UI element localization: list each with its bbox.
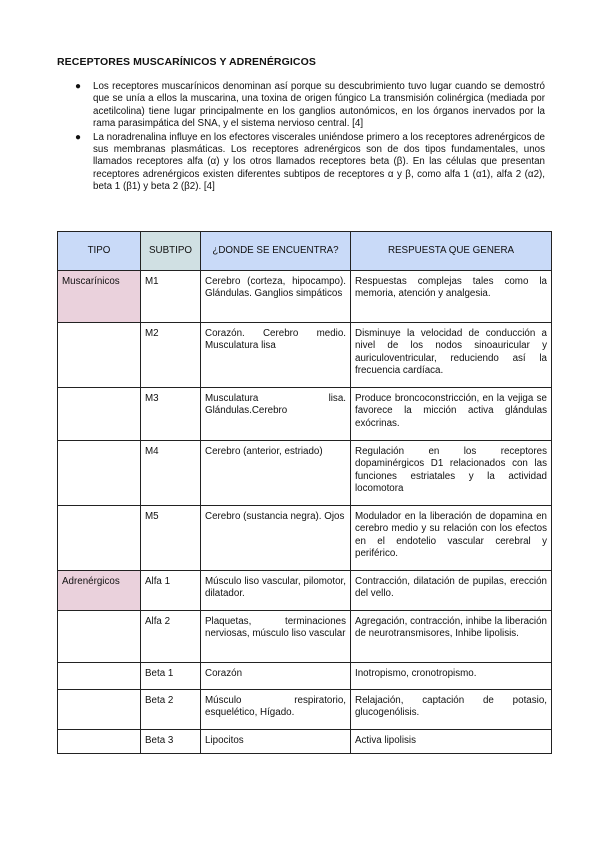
table-row bbox=[58, 730, 552, 754]
cell-subtipo: M5 bbox=[141, 506, 201, 571]
cell-subtipo: M1 bbox=[141, 271, 201, 323]
cell-respuesta: Produce broncoconstricción, en la vejiga se favorece la micción activa glándulas exócrinas. bbox=[351, 388, 552, 441]
table-row bbox=[58, 690, 552, 730]
table-row bbox=[58, 506, 552, 571]
table-row bbox=[58, 663, 552, 690]
header-tipo: TIPO bbox=[58, 232, 141, 271]
cell-donde: Músculo respiratorio, esquelético, Hígado. bbox=[201, 690, 351, 730]
cell-tipo bbox=[58, 690, 141, 730]
cell-tipo bbox=[58, 441, 141, 506]
document-title: RECEPTORES MUSCARÍNICOS Y ADRENÉRGICOS bbox=[57, 56, 316, 68]
receptor-table bbox=[57, 231, 552, 754]
cell-subtipo: M3 bbox=[141, 388, 201, 441]
table-header-row bbox=[58, 232, 552, 271]
bullet-icon: ● bbox=[75, 131, 82, 143]
cell-respuesta: Inotropismo, cronotropismo. bbox=[351, 663, 552, 690]
cell-tipo bbox=[58, 506, 141, 571]
bullet-text: Los receptores muscarínicos denominan así porque su descubrimiento tuvo lugar cuando se demostró que se unía a ellos la muscarina, una toxina de origen fúngico La transmisión colinérgica (mediada por acetilcolina) tiene lugar principalmente en los ganglios autonómicos, en los órganos inervados por la rama parasimpática del SNA, y el sistema nervioso central. [4] bbox=[93, 81, 545, 130]
cell-tipo bbox=[58, 388, 141, 441]
cell-donde: Corazón bbox=[201, 663, 351, 690]
cell-respuesta: Modulador en la liberación de dopamina en cerebro medio y su relación con los efectos en el endotelio vascular cerebral y periférico. bbox=[351, 506, 552, 571]
bullet-text: La noradrenalina influye en los efectores viscerales uniéndose primero a los receptores adrenérgicos de sus membranas plasmáticas. Los receptores adrenérgicos son de dos tipos fundamentales, unos llamados receptores alfa (α) y los otros llamados receptores beta (β). En las células que presentan receptores adrenérgicos existen diferentes subtipos de receptores α y β, como alfa 1 (α1), alfa 2 (α2), beta 1 (β1) y beta 2 (β2). [4] bbox=[93, 131, 546, 193]
cell-donde: Cerebro (corteza, hipocampo). Glándulas. Ganglios simpáticos bbox=[201, 271, 351, 323]
cell-subtipo: M2 bbox=[141, 323, 201, 388]
cell-respuesta: Contracción, dilatación de pupilas, erección del vello. bbox=[351, 571, 552, 611]
table-row bbox=[58, 611, 552, 663]
cell-subtipo: Beta 3 bbox=[141, 730, 201, 754]
header-respuesta: RESPUESTA QUE GENERA bbox=[351, 232, 552, 271]
cell-donde: Plaquetas, terminaciones nerviosas, músculo liso vascular bbox=[201, 611, 351, 663]
cell-donde: Cerebro (anterior, estriado) bbox=[201, 441, 351, 506]
bullet-list bbox=[57, 81, 545, 195]
cell-tipo bbox=[58, 663, 141, 690]
cell-tipo bbox=[58, 730, 141, 754]
table-row bbox=[58, 441, 552, 506]
cell-donde: Músculo liso vascular, pilomotor, dilatador. bbox=[201, 571, 351, 611]
cell-respuesta: Disminuye la velocidad de conducción a nivel de los nodos sinoauricular y auriculoventricular, reduciendo así la frecuencia cardíaca. bbox=[351, 323, 552, 388]
cell-subtipo: Beta 2 bbox=[141, 690, 201, 730]
cell-respuesta: Activa lipolisis bbox=[351, 730, 552, 754]
cell-subtipo: Alfa 1 bbox=[141, 571, 201, 611]
bullet-icon: ● bbox=[75, 81, 82, 92]
cell-tipo: Muscarínicos bbox=[58, 271, 141, 323]
table-row bbox=[58, 388, 552, 441]
cell-respuesta: Respuestas complejas tales como la memoria, atención y analgesia. bbox=[351, 271, 552, 323]
cell-donde: Musculatura lisa. Glándulas.Cerebro bbox=[201, 388, 351, 441]
cell-tipo bbox=[58, 611, 141, 663]
cell-tipo: Adrenérgicos bbox=[58, 571, 141, 611]
header-subtipo: SUBTIPO bbox=[141, 232, 201, 271]
cell-respuesta: Agregación, contracción, inhibe la liberación de neurotransmisores, Inhibe lipolisis. bbox=[351, 611, 552, 663]
table-row bbox=[58, 323, 552, 388]
cell-respuesta: Relajación, captación de potasio, glucogenólisis. bbox=[351, 690, 552, 730]
cell-subtipo: Alfa 2 bbox=[141, 611, 201, 663]
cell-respuesta: Regulación en los receptores dopaminérgicos D1 relacionados con las funciones estriatales y la actividad locomotora bbox=[351, 441, 552, 506]
cell-tipo bbox=[58, 323, 141, 388]
cell-donde: Cerebro (sustancia negra). Ojos bbox=[201, 506, 351, 571]
cell-donde: Lipocitos bbox=[201, 730, 351, 754]
table-row bbox=[58, 571, 552, 611]
header-donde: ¿DONDE SE ENCUENTRA? bbox=[201, 232, 351, 271]
bullet-item bbox=[57, 132, 545, 194]
cell-subtipo: Beta 1 bbox=[141, 663, 201, 690]
bullet-item bbox=[57, 81, 545, 131]
cell-donde: Corazón. Cerebro medio. Musculatura lisa bbox=[201, 323, 351, 388]
cell-subtipo: M4 bbox=[141, 441, 201, 506]
table-row bbox=[58, 271, 552, 323]
